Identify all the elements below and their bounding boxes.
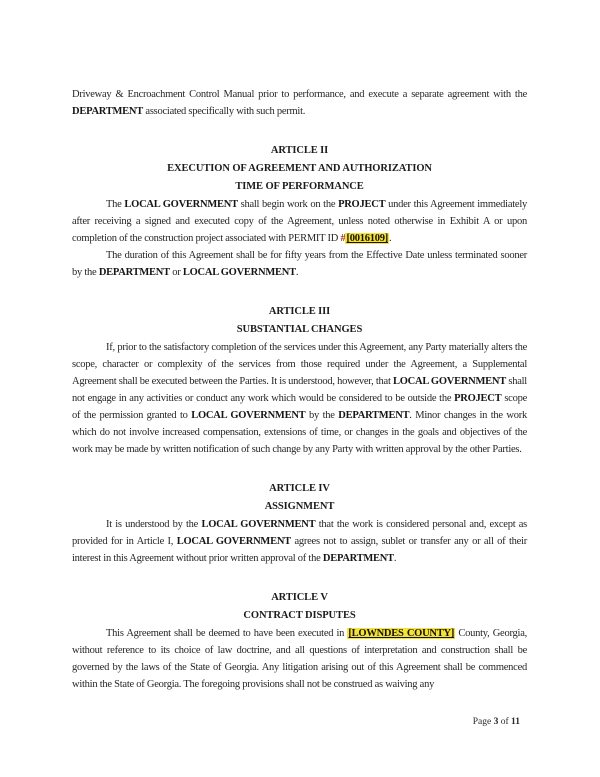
document-body xyxy=(72,86,527,693)
defined-term: LOCAL GOVERNMENT xyxy=(182,267,296,278)
defined-term: DEPARTMENT xyxy=(72,106,144,117)
article-title: ARTICLE IV xyxy=(269,483,330,494)
defined-term: DEPARTMENT xyxy=(98,267,170,278)
heading-block xyxy=(72,142,527,196)
defined-term: LOCAL GOVERNMENT xyxy=(191,410,306,421)
text-run: . Minor changes in the work which do not involve increased compensation, extensions of time, or changes in the goals and objectives of the work may be made by written notification of such change by any Party with written approval by the other Parties. xyxy=(72,410,527,455)
page-number xyxy=(473,716,520,728)
text-run: by the xyxy=(305,410,339,421)
paragraph xyxy=(72,516,527,567)
defined-term: DEPARTMENT xyxy=(338,410,410,421)
defined-term: LOCAL GOVERNMENT xyxy=(176,536,291,547)
county-field: [LOWNDES COUNTY] xyxy=(348,628,455,639)
defined-term: LOCAL GOVERNMENT xyxy=(201,519,316,530)
page-number-total: 11 xyxy=(511,717,520,727)
text-run: County, Georgia, without reference to its choice of law doctrine, and all questions of interpretation and construction shall be governed by the laws of the State of Georgia. Any litigation arising out of this Agreement shall be commenced within the State of Georgia. The foregoing provisions shall not be construed as waiving any xyxy=(72,628,527,690)
text-run: shall begin work on the xyxy=(237,199,339,210)
paragraph xyxy=(72,196,527,247)
text-run: shall not engage in any activities or conduct any work which would be considered to be outside the xyxy=(72,376,527,404)
text-run: . xyxy=(295,267,299,278)
permit-id-hash: # xyxy=(340,233,346,244)
page-number-prefix: Page xyxy=(472,717,494,727)
text-run: The duration of this Agreement shall be for fifty years from the Effective Date unless terminated sooner by the xyxy=(72,250,527,278)
heading-block xyxy=(72,589,527,625)
text-run: under this Agreement immediately after receiving a signed and executed copy of the Agreement, unless noted otherwise in Exhibit A or upon completion of the construction project associated with PERMIT ID xyxy=(72,199,527,244)
page-number-current: 3 xyxy=(493,717,499,727)
section-title: CONTRACT DISPUTES xyxy=(243,610,356,621)
text-run: or xyxy=(169,267,183,278)
section-title: ASSIGNMENT xyxy=(264,501,335,512)
defined-term: PROJECT xyxy=(338,199,386,210)
heading-block xyxy=(72,480,527,516)
text-run: Driveway & Encroachment Control Manual prior to performance, and execute a separate agreement with the xyxy=(72,89,527,100)
text-run: that the work is considered personal and, except as provided for in Article I, xyxy=(72,519,527,547)
article-title: ARTICLE V xyxy=(271,592,328,603)
paragraph xyxy=(72,86,527,120)
article-title: ARTICLE II xyxy=(270,145,329,156)
paragraph xyxy=(72,247,527,281)
text-run: This Agreement shall be deemed to have been executed in xyxy=(106,628,348,639)
text-run: agrees not to assign, sublet or transfer any or all of their interest in this Agreement without prior written approval of the xyxy=(72,536,527,564)
defined-term: PROJECT xyxy=(454,393,502,404)
permit-id-field: [0016109] xyxy=(346,233,388,244)
text-run: associated specifically with such permit. xyxy=(143,106,306,117)
section-title: SUBSTANTIAL CHANGES xyxy=(236,324,363,335)
paragraph xyxy=(72,339,527,458)
defined-term: LOCAL GOVERNMENT xyxy=(124,199,238,210)
page-number-of: of xyxy=(498,717,512,727)
heading-block xyxy=(72,303,527,339)
article-title: ARTICLE III xyxy=(268,306,331,317)
section-title: EXECUTION OF AGREEMENT AND AUTHORIZATION xyxy=(167,163,432,174)
text-run: . xyxy=(393,553,397,564)
text-run: The xyxy=(106,199,125,210)
text-run: If, prior to the satisfactory completion of the services under this Agreement, any Party materially alters the scope, character or complexity of the services from those required under the Agreement, a Supplemental Agreement shall be executed between the Parties. It is understood, however, that xyxy=(72,342,527,387)
paragraph xyxy=(72,625,527,693)
defined-term: DEPARTMENT xyxy=(322,553,394,564)
text-run: . xyxy=(388,233,392,244)
defined-term: LOCAL GOVERNMENT xyxy=(393,376,506,387)
text-run: It is understood by the xyxy=(106,519,202,530)
text-run: scope of the permission granted to xyxy=(72,393,527,421)
section-title: TIME OF PERFORMANCE xyxy=(235,181,364,192)
